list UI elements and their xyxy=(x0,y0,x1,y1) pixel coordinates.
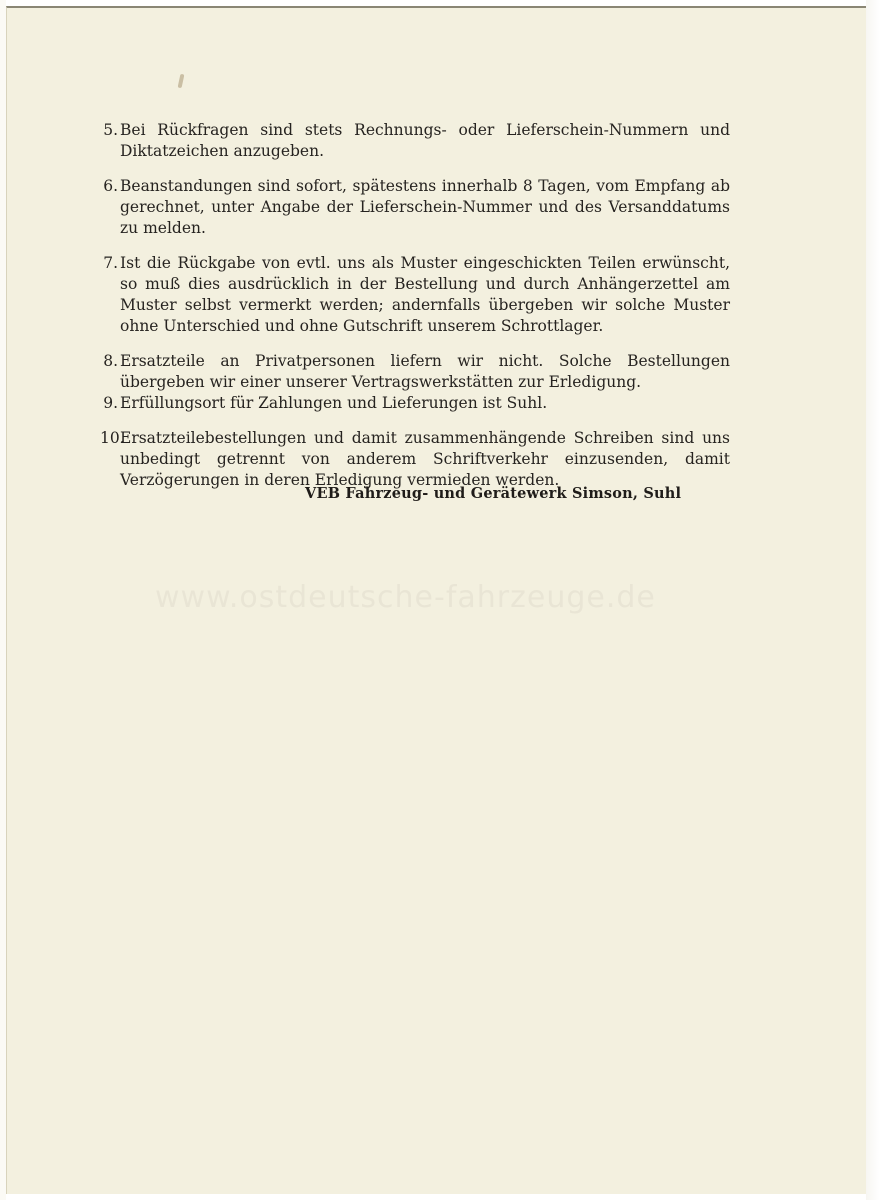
item-text: Erfüllungsort für Zahlungen und Lieferungen ist Suhl. xyxy=(120,394,548,412)
watermark: www.ostdeutsche-fahrzeuge.de xyxy=(155,580,656,615)
page-right-edge xyxy=(866,0,880,1200)
list-item xyxy=(100,351,730,393)
item-number: 5. xyxy=(103,121,118,139)
item-text: Ist die Rückgabe von evtl. uns als Muster eingeschickten Teilen erwünscht, so muß dies ausdrücklich in der Bestellung und durch Anhängerzettel am Muster selbst vermerkt werden; andernfalls übergeben wir solche Muster ohne Unterschied und ohne Gutschrift unserem Schrottlager. xyxy=(120,254,730,335)
item-text: Bei Rückfragen sind stets Rechnungs- oder Lieferschein-Nummern und Diktatzeichen anzugeben. xyxy=(120,121,730,160)
item-number: 7. xyxy=(103,254,118,272)
item-text: Ersatzteile an Privatpersonen liefern wir nicht. Solche Bestellungen übergeben wir einer unserer Vertragswerkstätten zur Erledigung. xyxy=(120,352,730,391)
company-signature: VEB Fahrzeug- und Gerätewerk Simson, Suhl xyxy=(305,485,682,502)
list-item xyxy=(100,120,730,162)
list-item xyxy=(100,393,730,414)
item-text: Ersatzteilebestellungen und damit zusammenhängende Schreiben sind uns unbedingt getrennt von anderem Schriftverkehr einzusenden, damit Verzögerungen in deren Erledigung vermieden werden. xyxy=(120,429,730,489)
list-item xyxy=(100,176,730,239)
list-item xyxy=(100,253,730,337)
ink-mark xyxy=(178,74,185,89)
item-text: Beanstandungen sind sofort, spätestens innerhalb 8 Tagen, vom Empfang ab gerechnet, unter Angabe der Lieferschein-Nummer und des Versanddatums zu melden. xyxy=(120,177,730,237)
terms-list xyxy=(100,120,730,505)
item-number: 8. xyxy=(103,352,118,370)
item-number: 10. xyxy=(100,429,125,447)
item-number: 6. xyxy=(103,177,118,195)
item-number: 9. xyxy=(103,394,118,412)
list-item xyxy=(100,428,730,491)
